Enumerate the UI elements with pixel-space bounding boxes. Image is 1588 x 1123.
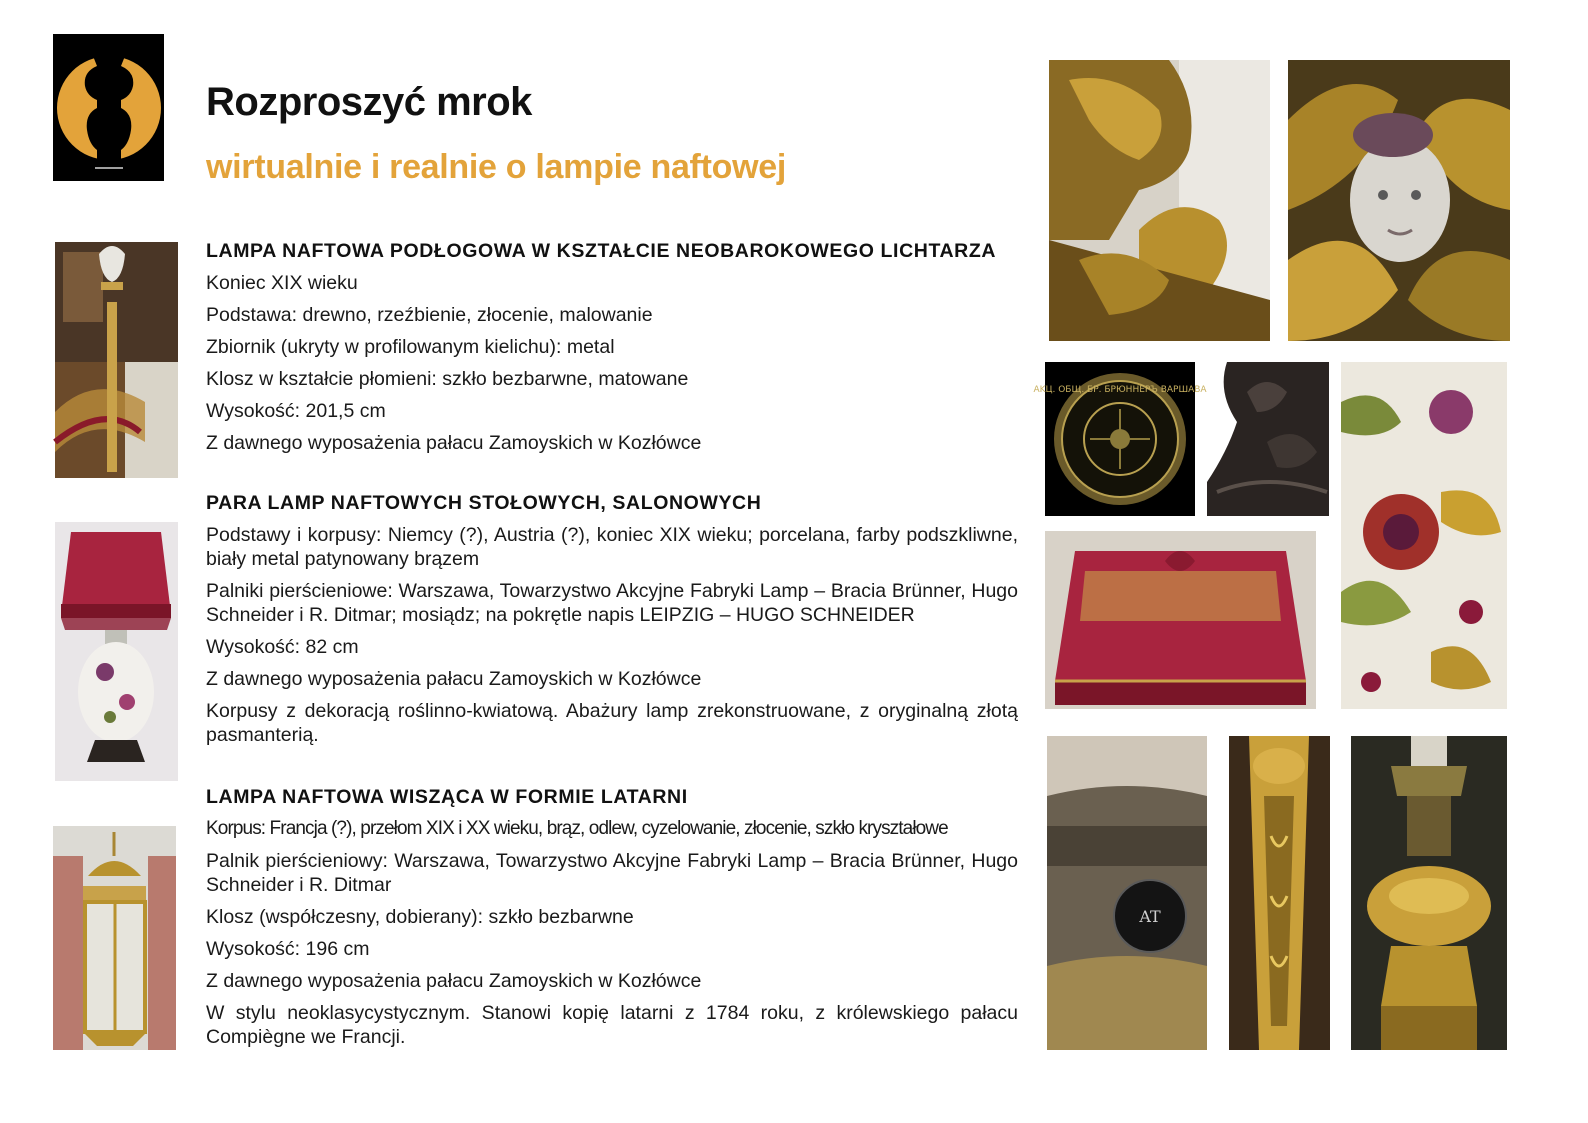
medallion-text: AKЦ. ОБЩ. БР. БРЮННЕРЪ ВАРШАВА bbox=[1033, 385, 1207, 395]
burner-knob-photo bbox=[1047, 736, 1207, 1050]
section-line: Korpusy z dekoracją roślinno-kwiatową. Abażury lamp zrekonstruowane, z oryginalną złotą pasmanterią. bbox=[206, 700, 1018, 746]
lantern-thumbnail bbox=[53, 826, 176, 1050]
section-line: Wysokość: 201,5 cm bbox=[206, 400, 386, 422]
section-line: W stylu neoklasycystycznym. Stanowi kopię latarni z 1784 roku, z królewskiego pałacu Compiègne we Francji. bbox=[206, 1002, 1018, 1048]
lamp-logo bbox=[53, 34, 164, 181]
section-line: Klosz (współczesny, dobierany): szkło bezbarwne bbox=[206, 906, 634, 928]
section-line: Podstawa: drewno, rzeźbienie, złocenie, malowanie bbox=[206, 304, 653, 326]
section-heading: PARA LAMP NAFTOWYCH STOŁOWYCH, SALONOWYCH bbox=[206, 492, 762, 514]
page-subtitle: wirtualnie i realnie o lampie naftowej bbox=[206, 148, 786, 186]
burner-knob-text: AT bbox=[1139, 907, 1161, 926]
section-floor-lamp bbox=[206, 240, 1018, 463]
section-line: Z dawnego wyposażenia pałacu Zamoyskich w Kozłówce bbox=[206, 668, 702, 690]
section-line: Palnik pierścieniowy: Warszawa, Towarzystwo Akcyjne Fabryki Lamp – Bracia Brünner, Hugo Schneider i R. Ditmar bbox=[206, 850, 1018, 896]
brass-medallion-photo bbox=[1033, 362, 1207, 516]
section-heading: LAMPA NAFTOWA PODŁOGOWA W KSZTAŁCIE NEOBAROKOWEGO LICHTARZA bbox=[206, 240, 997, 262]
section-table-lamps bbox=[206, 492, 1018, 755]
table-lamps-thumbnail bbox=[55, 522, 178, 781]
section-line: Wysokość: 82 cm bbox=[206, 636, 359, 658]
red-lampshade-photo bbox=[1045, 531, 1316, 709]
gilded-griffin-lion-photo bbox=[1049, 60, 1270, 341]
section-lantern bbox=[206, 786, 1018, 1057]
gilded-cherub-photo bbox=[1288, 60, 1510, 341]
brass-reservoir-photo bbox=[1351, 736, 1507, 1050]
section-line: Koniec XIX wieku bbox=[206, 272, 358, 294]
page-title: Rozproszyć mrok bbox=[206, 80, 532, 124]
section-line: Palniki pierścieniowe: Warszawa, Towarzystwo Akcyjne Fabryki Lamp – Bracia Brünner, Hugo Schneider i R. Ditmar; mosiądz; na pokrętle napis LEIPZIG – HUGO SCHNEIDER bbox=[206, 580, 1018, 626]
section-line: Zbiornik (ukryty w profilowanym kielichu): metal bbox=[206, 336, 615, 358]
section-line: Wysokość: 196 cm bbox=[206, 938, 370, 960]
section-line: Z dawnego wyposażenia pałacu Zamoyskich w Kozłówce bbox=[206, 432, 702, 454]
section-heading: LAMPA NAFTOWA WISZĄCA W FORMIE LATARNI bbox=[206, 786, 688, 808]
section-line: Klosz w kształcie płomieni: szkło bezbarwne, matowane bbox=[206, 368, 689, 390]
dark-carved-base-photo bbox=[1207, 362, 1329, 516]
floor-lamp-thumbnail bbox=[55, 242, 178, 478]
floral-porcelain-photo bbox=[1341, 362, 1507, 709]
section-line: Korpus: Francja (?), przełom XIX i XX wieku, brąz, odlew, cyzelowanie, złocenie, szkło kryształowe bbox=[206, 818, 948, 839]
section-line: Podstawy i korpusy: Niemcy (?), Austria (?), koniec XIX wieku; porcelana, farby podszkliwne, biały metal patynowany brązem bbox=[206, 524, 1018, 570]
gilded-column-photo bbox=[1229, 736, 1330, 1050]
section-line: Z dawnego wyposażenia pałacu Zamoyskich w Kozłówce bbox=[206, 970, 702, 992]
